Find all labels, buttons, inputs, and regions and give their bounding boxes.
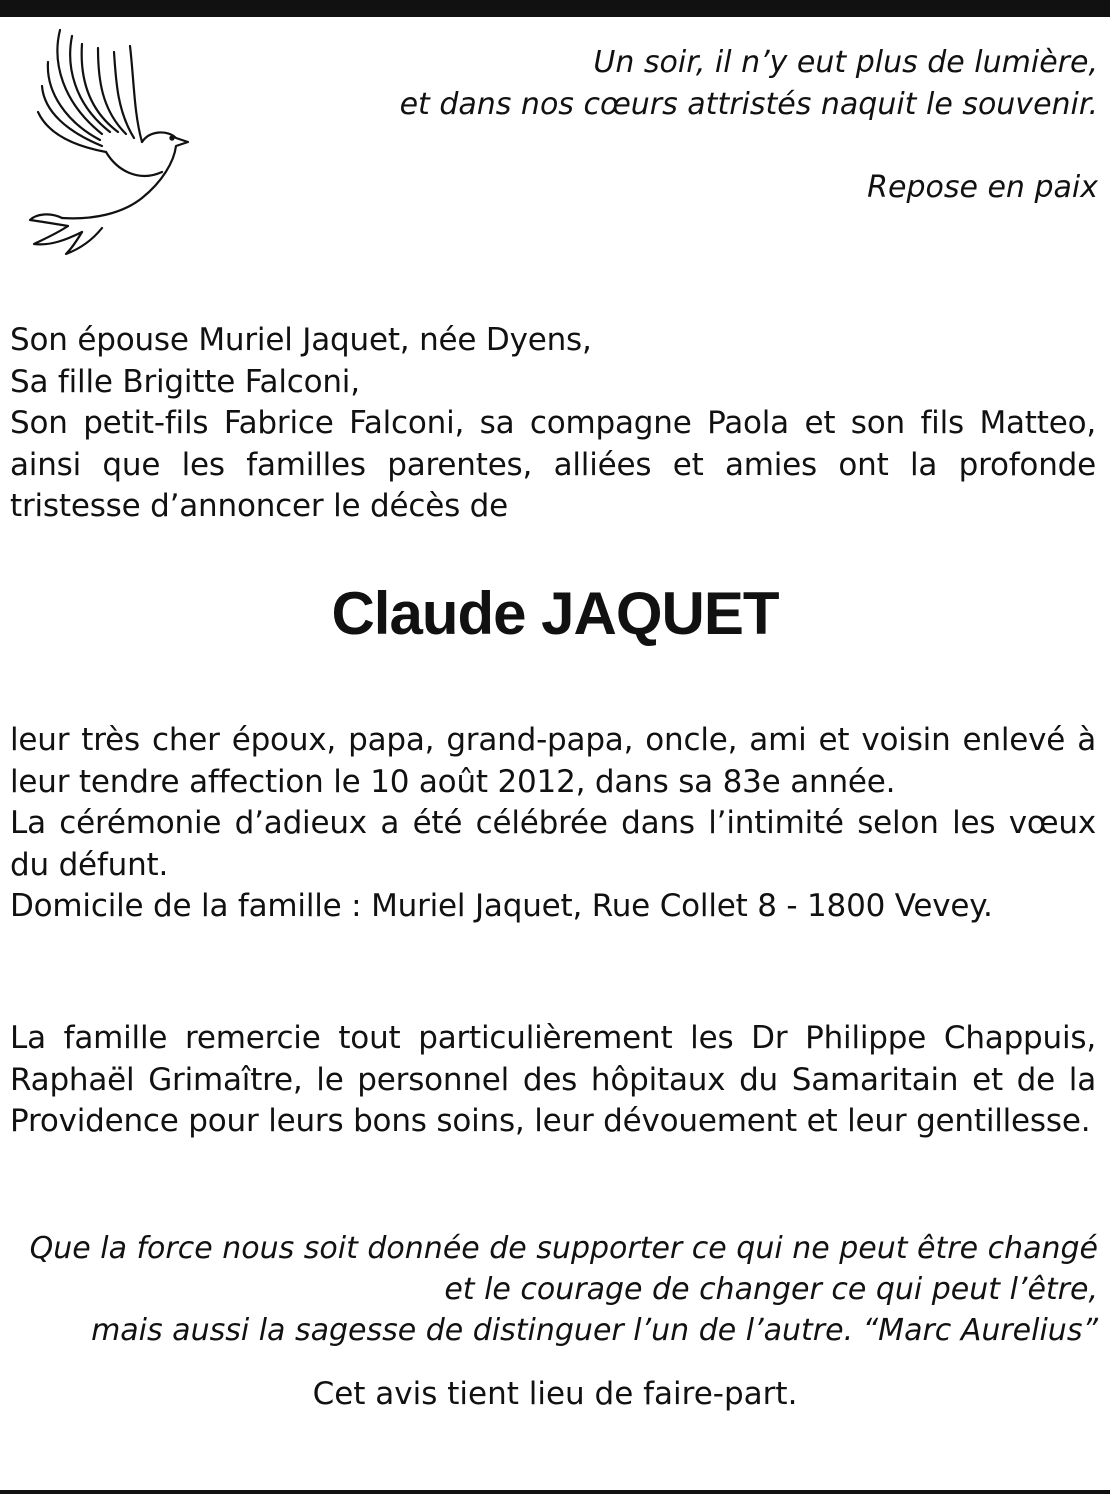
family-line: Son épouse Muriel Jaquet, née Dyens,	[10, 322, 592, 358]
thanks-paragraph	[10, 1018, 1096, 1143]
thanks-text: La famille remercie tout particulièrement les Dr Philippe Chappuis, Raphaël Grimaître, le personnel des hôpitaux du Samaritain et de la Providence pour leurs bons soins, leur dévouement et leur gentillesse.	[10, 1020, 1096, 1139]
family-line: Sa fille Brigitte Falconi,	[10, 363, 360, 400]
quote-line: Que la force nous soit donnée de supporter ce qui ne peut être changé	[29, 1231, 1098, 1266]
bottom-border	[0, 1490, 1110, 1494]
family-line: Son petit-fils Fabrice Falconi, sa compagne Paola et son fils Matteo, ainsi que les familles parentes, alliées et amies ont la profonde tristesse d’annoncer le décès de	[10, 405, 1096, 524]
details-paragraph: leur très cher époux, papa, grand-papa, oncle, ami et voisin enlevé à leur tendre affection le 10 août 2012, dans sa 83e année.	[10, 722, 1096, 800]
poem-line: et dans nos cœurs attristés naquit le souvenir.	[399, 87, 1098, 122]
family-announcement	[10, 320, 1096, 528]
obituary-details	[10, 720, 1096, 928]
closing-quote	[8, 1228, 1098, 1351]
quote-line: et le courage de changer ce qui peut l’être,	[444, 1272, 1098, 1307]
closing-note: Cet avis tient lieu de faire-part.	[312, 1376, 798, 1412]
opening-poem	[378, 42, 1098, 126]
top-border	[0, 0, 1110, 17]
dove-icon	[22, 22, 192, 258]
details-paragraph: Domicile de la famille : Muriel Jaquet, Rue Collet 8 - 1800 Vevey.	[10, 888, 993, 924]
poem-line: Un soir, il n’y eut plus de lumière,	[593, 45, 1098, 80]
details-paragraph: La cérémonie d’adieux a été célébrée dans l’intimité selon les vœux du défunt.	[10, 805, 1096, 883]
deceased-name: Claude JAQUET	[331, 580, 779, 647]
quote-line: mais aussi la sagesse de distinguer l’un de l’autre. “Marc Aurelius”	[91, 1313, 1098, 1348]
rest-in-peace: Repose en paix	[867, 170, 1098, 205]
